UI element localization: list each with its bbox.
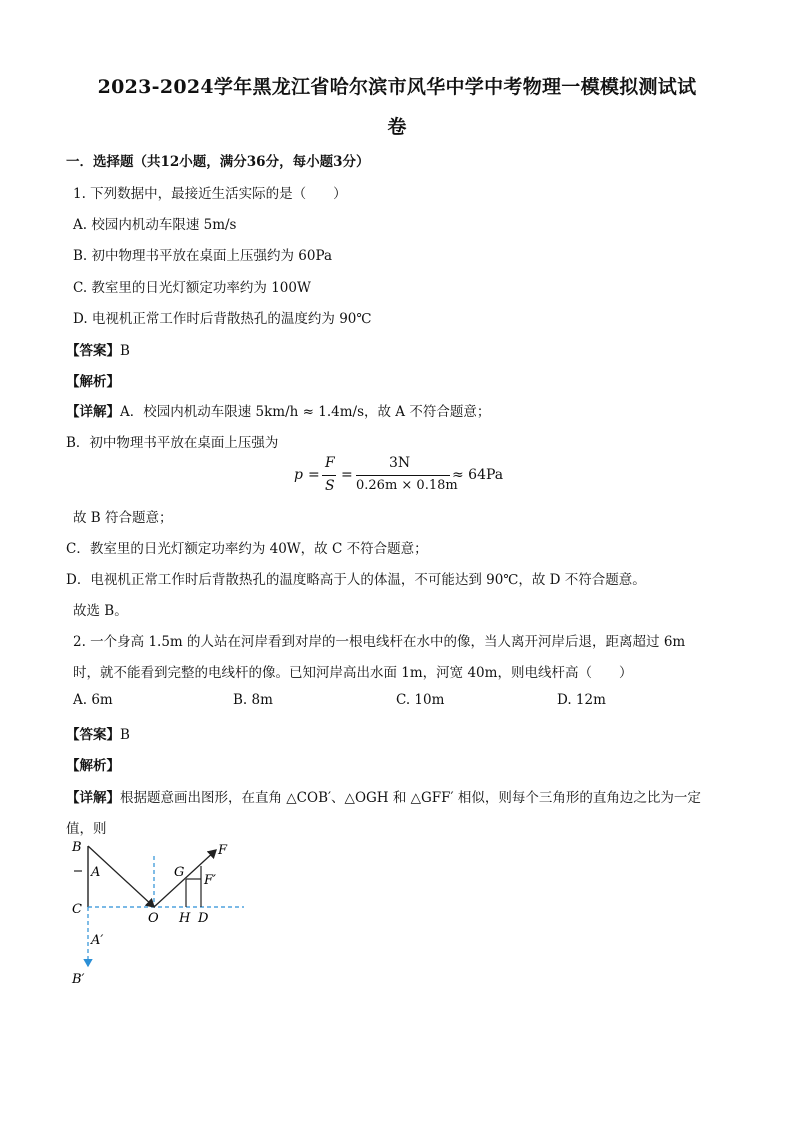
q1-option-b: B. 初中物理书平放在桌面上压强约为 60Pa	[73, 248, 332, 264]
q1-option-c: C. 教室里的日光灯额定功率约为 100W	[73, 280, 311, 296]
formula-eq1: =	[308, 467, 320, 483]
q1-option-d: D. 电视机正常工作时后背散热孔的温度约为 90℃	[73, 311, 372, 327]
label-G: G	[174, 865, 185, 880]
formula-f-num: F	[325, 455, 335, 471]
q1-detail-b2: 故 B 符合题意；	[73, 510, 173, 526]
label-Fprime: F′	[204, 873, 216, 888]
q2-option-c: C. 10m	[396, 692, 445, 708]
detail-line1-text: 根据题意画出图形，在直角 △COB′、△OGH 和 △GFF′ 相似，则每个三角形的直角边之比为一定	[120, 790, 701, 806]
q1-formula	[294, 455, 514, 501]
answer-value: B	[120, 727, 130, 743]
q2-stem-line1: 2. 一个身高 1.5m 的人站在河岸看到对岸的一根电线杆在水中的像，当人离开河岸后退，距离超过 6m	[73, 634, 686, 650]
label-Aprime: A′	[91, 933, 104, 948]
q2-detail-line1	[66, 786, 701, 806]
q2-stem-line2: 时，就不能看到完整的电线杆的像。已知河岸高出水面 1m，河宽 40m，则电线杆高（ ）	[73, 665, 633, 681]
label-A: A	[91, 865, 101, 880]
q2-option-a: A. 6m	[73, 692, 113, 708]
detail-tag: 【详解】	[66, 404, 120, 420]
label-D: D	[198, 911, 209, 926]
formula-lhs: p	[294, 467, 303, 483]
document-title-line2: 卷	[387, 116, 407, 138]
q1-detail-d: D．电视机正常工作时后背散热孔的温度略高于人的体温，不可能达到 90℃，故 D 不符合题意。	[66, 572, 646, 588]
formula-f-den: S	[325, 478, 335, 494]
q2-option-d: D. 12m	[557, 692, 606, 708]
formula-result: ≈ 64Pa	[452, 467, 504, 483]
q1-answer	[66, 339, 130, 359]
q2-option-b: B. 8m	[233, 692, 273, 708]
q2-geometry-figure	[66, 838, 266, 988]
q1-analysis-tag: 【解析】	[66, 374, 120, 390]
answer-value: B	[120, 343, 130, 359]
q2-detail-line2: 值，则	[66, 821, 107, 837]
q2-analysis-tag: 【解析】	[66, 758, 120, 774]
formula-den: 0.26m × 0.18m	[356, 478, 458, 493]
q1-detail-a	[66, 400, 490, 420]
document-title-line1: 2023-2024学年黑龙江省哈尔滨市风华中学中考物理一模模拟测试试	[97, 76, 697, 98]
q1-stem: 1. 下列数据中，最接近生活实际的是（ ）	[73, 186, 347, 202]
label-O: O	[148, 911, 159, 926]
formula-num: 3N	[389, 455, 411, 471]
detail-tag: 【详解】	[66, 790, 120, 806]
formula-eq2: =	[341, 467, 353, 483]
q1-conclusion: 故选 B。	[73, 603, 128, 619]
q1-option-a: A. 校园内机动车限速 5m/s	[73, 217, 237, 233]
formula-frac-bar-1	[322, 475, 336, 476]
q1-detail-b: B．初中物理书平放在桌面上压强为	[66, 435, 279, 451]
detail-a-text: A．校园内机动车限速 5km/h ≈ 1.4m/s，故 A 不符合题意；	[120, 404, 491, 420]
label-H: H	[179, 911, 191, 926]
formula-frac-bar-2	[356, 475, 450, 476]
label-F: F	[218, 843, 228, 858]
q1-detail-c: C．教室里的日光灯额定功率约为 40W，故 C 不符合题意；	[66, 541, 428, 557]
section-heading: 一．选择题（共12小题，满分36分，每小题3分）	[66, 154, 370, 170]
label-Bprime: B′	[72, 972, 85, 987]
label-C: C	[72, 902, 82, 917]
answer-tag: 【答案】	[66, 343, 120, 359]
label-B: B	[72, 840, 82, 855]
answer-tag: 【答案】	[66, 727, 120, 743]
q2-answer	[66, 723, 130, 743]
